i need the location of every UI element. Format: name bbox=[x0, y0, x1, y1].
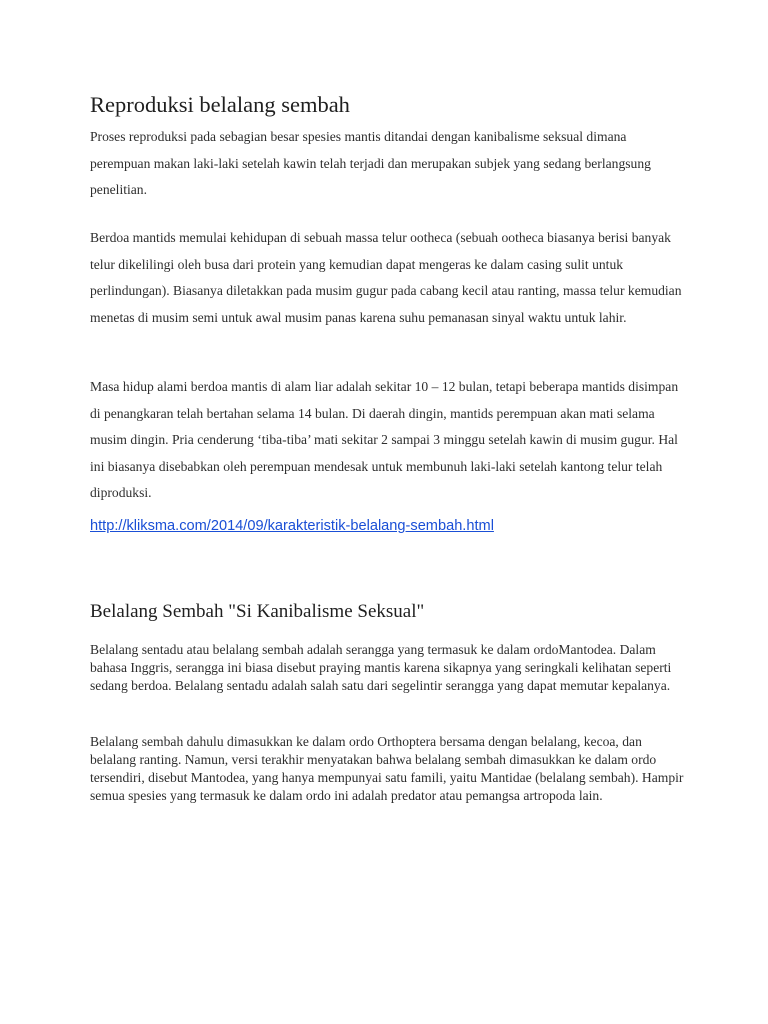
section-title: Reproduksi belalang sembah bbox=[90, 92, 350, 117]
paragraph-mantodea-intro: Belalang sentadu atau belalang sembah adalah serangga yang termasuk ke dalam ordoMantodea. Dalam bahasa Inggris, serangga ini biasa disebut praying mantis karena sikapnya yang seringkali kelihatan seperti sedang berdoa. Belalang sentadu adalah salah satu dari segelintir serangga yang dapat memutar kepalanya. bbox=[90, 642, 672, 693]
source-link[interactable]: http://kliksma.com/2014/09/karakteristik-belalang-sembah.html bbox=[90, 518, 494, 534]
paragraph-ootheca: Berdoa mantids memulai kehidupan di sebuah massa telur ootheca (sebuah ootheca biasanya berisi banyak telur dikelilingi oleh busa dari protein yang kemudian dapat mengeras ke dalam casing sulit untuk perlindungan). Biasanya diletakkan pada musim gugur pada cabang kecil atau ranting, massa telur kemudian menetas di musim semi untuk awal musim panas karena suhu pemanasan sinyal waktu untuk lahir. bbox=[90, 230, 682, 325]
paragraph-classification: Belalang sembah dahulu dimasukkan ke dalam ordo Orthoptera bersama dengan belalang, kecoa, dan belalang ranting. Namun, versi terakhir menyatakan bahwa belalang sembah dimasukkan ke dalam ordo tersendiri, disebut Mantodea, yang hanya mempunyai satu famili, yaitu Mantidae (belalang sembah). Hampir semua spesies yang termasuk ke dalam ordo ini adalah predator atau pemangsa artropoda lain. bbox=[90, 734, 684, 803]
paragraph-reproduction-intro: Proses reproduksi pada sebagian besar spesies mantis ditandai dengan kanibalisme seksual dimana perempuan makan laki-laki setelah kawin telah terjadi dan merupakan subjek yang sedang berlangsung penelitian. bbox=[90, 129, 651, 197]
section-subtitle: Belalang Sembah "Si Kanibalisme Seksual" bbox=[90, 601, 425, 622]
paragraph-lifespan: Masa hidup alami berdoa mantis di alam liar adalah sekitar 10 – 12 bulan, tetapi beberapa mantids disimpan di penangkaran telah bertahan selama 14 bulan. Di daerah dingin, mantids perempuan akan mati selama musim dingin. Pria cenderung ‘tiba-tiba’ mati sekitar 2 sampai 3 minggu setelah kawin di musim gugur. Hal ini biasanya disebabkan oleh perempuan mendesak untuk membunuh laki-laki setelah kantong telur telah diproduksi. bbox=[90, 379, 679, 500]
